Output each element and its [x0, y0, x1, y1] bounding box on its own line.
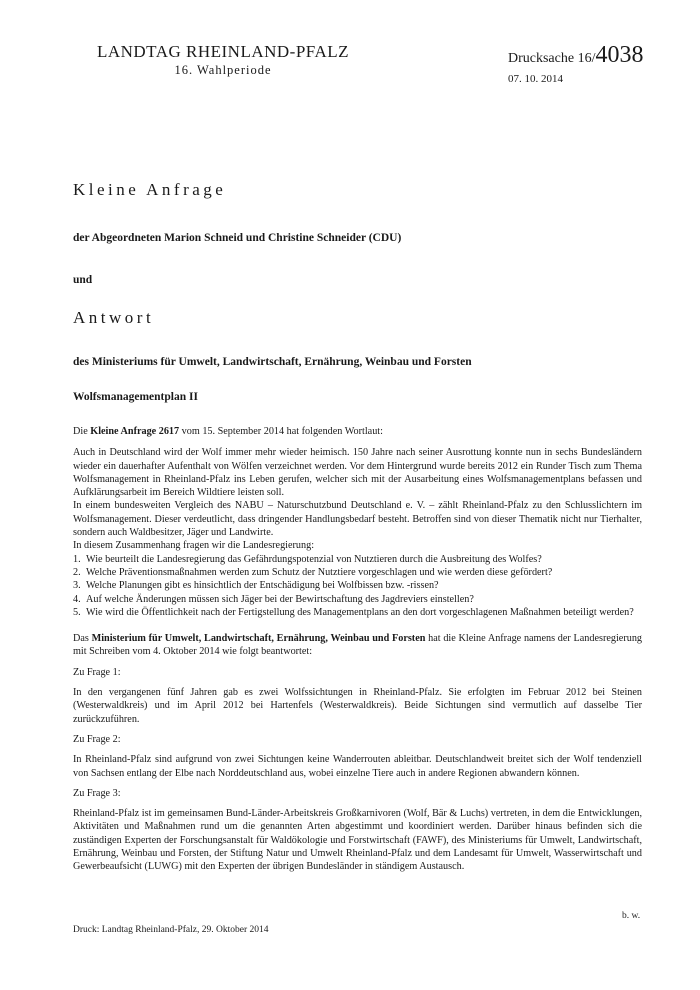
- parliament-name: LANDTAG RHEINLAND-PFALZ: [96, 42, 350, 61]
- legislative-period: 16. Wahlperiode: [174, 63, 272, 77]
- list-item: [73, 593, 642, 606]
- drucksache-date: 07. 10. 2014: [508, 73, 563, 85]
- answer-text-1: In den vergangenen fünf Jahren gab es zwei Wolfssichtungen in Rheinland-Pfalz. Sie erfolgten im Februar 2012 bei Steinen (Westerwaldkreis) und im April 2012 bei Hartenfels (Westerwaldkreis). Beide Sichtungen sind vermutlich auf dasselbe Tier zurückzuführen.: [73, 687, 642, 725]
- list-item: [73, 606, 642, 619]
- answer-intro-post: hat die Kleine Anfrage namens der Landesregierung mit Schreiben vom 4. Oktober 2014 wie folgt beantwortet:: [73, 633, 643, 658]
- list-item: [73, 579, 642, 592]
- intro-pre: Die: [73, 426, 91, 437]
- document-header: [73, 42, 373, 78]
- drucksache-line: [508, 44, 643, 70]
- question-number: 1.: [73, 553, 81, 565]
- question-text: Welche Präventionsmaßnahmen werden zum Schutz der Nutztiere vorgeschlagen und wie werden diese gefördert?: [86, 566, 553, 578]
- intro-bold: Kleine Anfrage 2617: [90, 426, 180, 437]
- answer-label-1: Zu Frage 1:: [73, 666, 121, 678]
- drucksache-label: Drucksache 16/: [508, 51, 596, 66]
- question-text: Auf welche Änderungen müssen sich Jäger bei der Bewirtschaftung des Jagdreviers einstellen?: [86, 593, 474, 605]
- question-text: Welche Planungen gibt es hinsichtlich der Entschädigung bei Wolfbissen bzw. -rissen?: [86, 580, 439, 592]
- question-number: 3.: [73, 580, 81, 592]
- question-number: 2.: [73, 566, 81, 578]
- print-note: Druck: Landtag Rheinland-Pfalz, 29. Oktober 2014: [73, 925, 269, 935]
- answer-intro-pre: Das: [73, 633, 92, 645]
- intro-paragraph: [73, 425, 642, 438]
- list-item: [73, 553, 642, 566]
- anfrage-paragraph-2: In einem bundesweiten Vergleich des NABU – Naturschutzbund Deutschland e. V. – zählt Rheinland-Pfalz zu den Schlusslichtern im Wolfsmanagement. Dieser verdeutlicht, dass dringender Handlungsbedarf besteht. Betroffen sind von dieser Thematik nicht nur Tierhalter, sondern auch Waldbesitzer, Jäger und Landwirte.: [73, 500, 642, 539]
- abgeordnete-line: der Abgeordneten Marion Schneid und Christine Schneider (CDU): [73, 232, 402, 244]
- drucksache-number: 4038: [595, 42, 644, 68]
- antwort-heading: Antwort: [73, 308, 155, 327]
- ministerium-line: des Ministeriums für Umwelt, Landwirtschaft, Ernährung, Weinbau und Forsten: [73, 356, 472, 368]
- drucksache-block: [508, 44, 643, 86]
- answer-text-2: In Rheinland-Pfalz sind aufgrund von zwei Sichtungen keine Wanderrouten ableitbar. Deutschlandweit breitet sich der Wolf tendenziell von Sachsen entlang der Elbe nach Norddeutschland aus, wobei einzelne Tiere auch in andere Regionen abwandern können.: [73, 754, 642, 779]
- answer-label-3: Zu Frage 3:: [73, 787, 121, 799]
- anfrage-block: [73, 446, 642, 619]
- answer-intro-bold: Ministerium für Umwelt, Landwirtschaft, Ernährung, Weinbau und Forsten: [91, 633, 426, 645]
- continued-marker: b. w.: [622, 911, 641, 921]
- question-number: 5.: [73, 606, 81, 618]
- answer-intro-paragraph: [73, 632, 642, 659]
- question-text: Wie wird die Öffentlichkeit nach der Fertigstellung des Managementplans an den dort vorgeschlagenen Maßnahmen beteiligt werden?: [86, 606, 634, 618]
- question-list: [73, 553, 642, 619]
- document-body: [73, 180, 642, 874]
- answer-label-2: Zu Frage 2:: [73, 733, 121, 745]
- answer-text-3: Rheinland-Pfalz ist im gemeinsamen Bund-Länder-Arbeitskreis Großkarnivoren (Wolf, Bär & Luchs) vertreten, in dem die Entwicklungen, Aktivitäten und Maßnahmen rund um die genannten Arten abgestimmt und koordiniert werden. Darüber hinaus befinden sich die zuständigen Experten der Forschungsanstalt für Waldökologie und Forstwirtschaft (FAWF), des Ministeriums für Umwelt, Landwirtschaft, Ernährung, Weinbau und Forsten, der Stiftung Natur und Umwelt Rheinland-Pfalz und dem Landesamt für Umwelt, Wasserwirtschaft und Gewerbeaufsicht (LUWG) mit den Experten der übrigen Bundesländer in ständigem Austausch.: [73, 808, 642, 873]
- anfrage-paragraph-1: Auch in Deutschland wird der Wolf immer mehr wieder heimisch. 150 Jahre nach seiner Ausrottung konnte nun in sechs Bundesländern wieder ein dauerhafter Aufenthalt von Wölfen verzeichnet werden. Vor dem Hintergrund wurde bereits 2012 ein Runder Tisch zum Thema Wolfsmanagement in Rheinland-Pfalz ins Leben gerufen, welcher sich mit der Ausarbeitung eines Wolfsmanagementplans befassen und Aufklärungsarbeit im Bereich Wildtiere leisten soll.: [73, 447, 642, 499]
- list-item: [73, 566, 642, 579]
- question-text: Wie beurteilt die Landesregierung das Gefährdungspotenzial von Nutztieren durch die Ausbreitung des Wolfes?: [86, 553, 542, 565]
- und-line: und: [73, 274, 93, 286]
- intro-post: vom 15. September 2014 hat folgenden Wortlaut:: [179, 426, 383, 437]
- anfrage-paragraph-3: In diesem Zusammenhang fragen wir die Landesregierung:: [73, 540, 315, 552]
- subject-line: Wolfsmanagementplan II: [73, 391, 198, 403]
- question-number: 4.: [73, 593, 81, 605]
- kleine-anfrage-heading: Kleine Anfrage: [73, 180, 227, 199]
